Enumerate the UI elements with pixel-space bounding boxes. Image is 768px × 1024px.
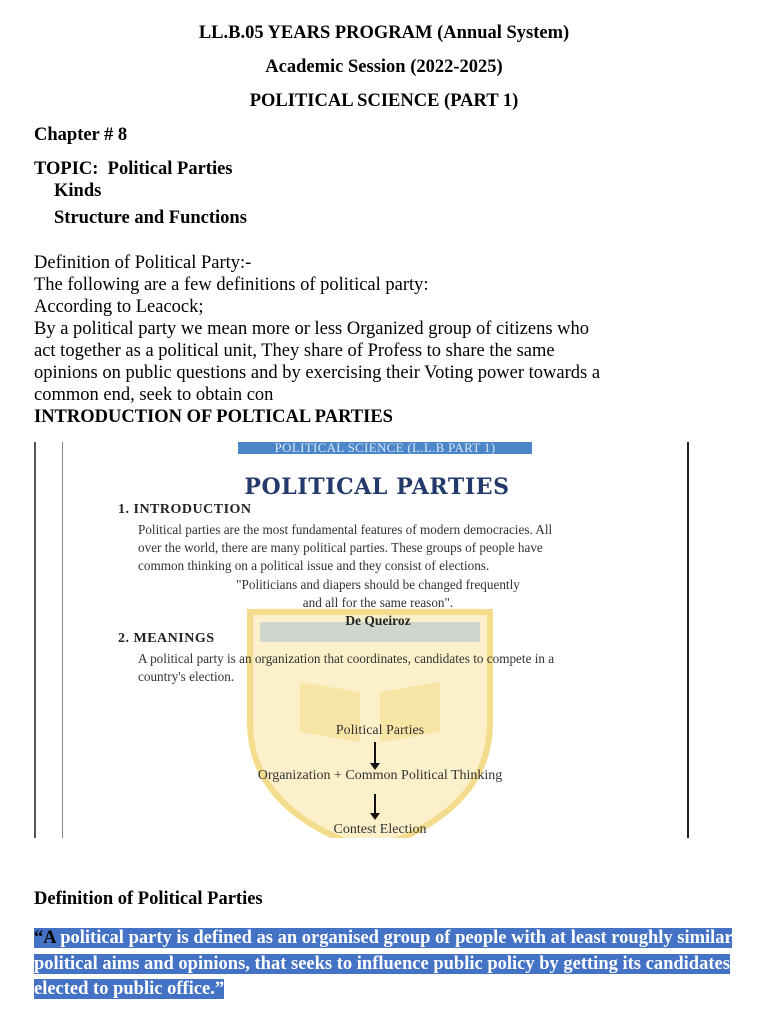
scan-text-line: A political party is an organization that coordinates, candidates to compete in a bbox=[138, 651, 555, 666]
definition-source: According to Leacock; bbox=[34, 297, 204, 317]
quote-start: “A bbox=[34, 928, 56, 948]
scan-quote-author: De Queiroz bbox=[345, 613, 411, 628]
scan-text-line: common thinking on a political issue and they consist of elections. bbox=[138, 558, 490, 573]
scan-section1-heading: 1. INTRODUCTION bbox=[118, 502, 252, 517]
flow-arrow-down-icon bbox=[374, 742, 376, 764]
flow-political-parties: Political Parties bbox=[335, 723, 425, 738]
scan-banner: POLITICAL SCIENCE (L.L.B PART 1) bbox=[238, 442, 532, 454]
scan-quote-line: and all for the same reason". bbox=[302, 595, 454, 610]
definition-line: opinions on public questions and by exercising their Voting power towards a bbox=[34, 363, 601, 383]
definition-intro: The following are a few definitions of political party: bbox=[34, 275, 429, 295]
scan-right-rule bbox=[687, 442, 689, 838]
subject-title: POLITICAL SCIENCE (PART 1) bbox=[249, 91, 519, 111]
scan-section2-text bbox=[138, 650, 678, 686]
scan-inner-rule bbox=[62, 442, 63, 838]
flow-organization: Organization + Common Political Thinking bbox=[257, 768, 503, 783]
introduction-heading: INTRODUCTION OF POLTICAL PARTIES bbox=[34, 407, 393, 427]
scan-text-line: over the world, there are many political parties. These groups of people have bbox=[138, 540, 543, 555]
academic-session: Academic Session (2022-2025) bbox=[265, 57, 503, 77]
scan-quote bbox=[138, 576, 618, 612]
scan-quote-line: "Politicians and diapers should be changed frequently bbox=[236, 577, 520, 592]
scanned-page-image bbox=[34, 442, 690, 838]
definition-line: By a political party we mean more or less Organized group of citizens who bbox=[34, 319, 590, 339]
program-title: LL.B.05 YEARS PROGRAM (Annual System) bbox=[198, 23, 570, 43]
definition-text-block bbox=[34, 252, 754, 406]
quote-body: political party is defined as an organised group of people with at least roughly similar political aims and opinions, that seeks to influence public policy by getting its candidates elected to public office.” bbox=[34, 928, 733, 999]
highlighted-text[interactable] bbox=[34, 928, 732, 999]
definition-line: common end, seek to obtain con bbox=[34, 385, 274, 405]
scan-left-rule bbox=[34, 442, 36, 838]
highlighted-definition[interactable] bbox=[34, 926, 744, 1003]
topic-kinds: Kinds bbox=[54, 181, 102, 201]
scan-title: POLITICAL PARTIES bbox=[244, 474, 510, 500]
topic-label: TOPIC: Political Parties bbox=[34, 159, 233, 179]
scan-text-line: country's election. bbox=[138, 669, 235, 684]
scan-section1-text bbox=[138, 521, 678, 575]
topic-structure: Structure and Functions bbox=[54, 208, 247, 228]
definitions-heading: Definition of Political Parties bbox=[34, 889, 263, 909]
scan-section2-heading: 2. MEANINGS bbox=[118, 631, 215, 646]
flow-arrow-down-icon bbox=[374, 794, 376, 814]
chapter-label: Chapter # 8 bbox=[34, 125, 128, 145]
definition-heading: Definition of Political Party:- bbox=[34, 253, 252, 273]
definition-line: act together as a political unit, They share of Profess to share the same bbox=[34, 341, 555, 361]
flow-contest-election: Contest Election bbox=[333, 822, 427, 837]
scan-text-line: Political parties are the most fundamental features of modern democracies. All bbox=[138, 522, 553, 537]
